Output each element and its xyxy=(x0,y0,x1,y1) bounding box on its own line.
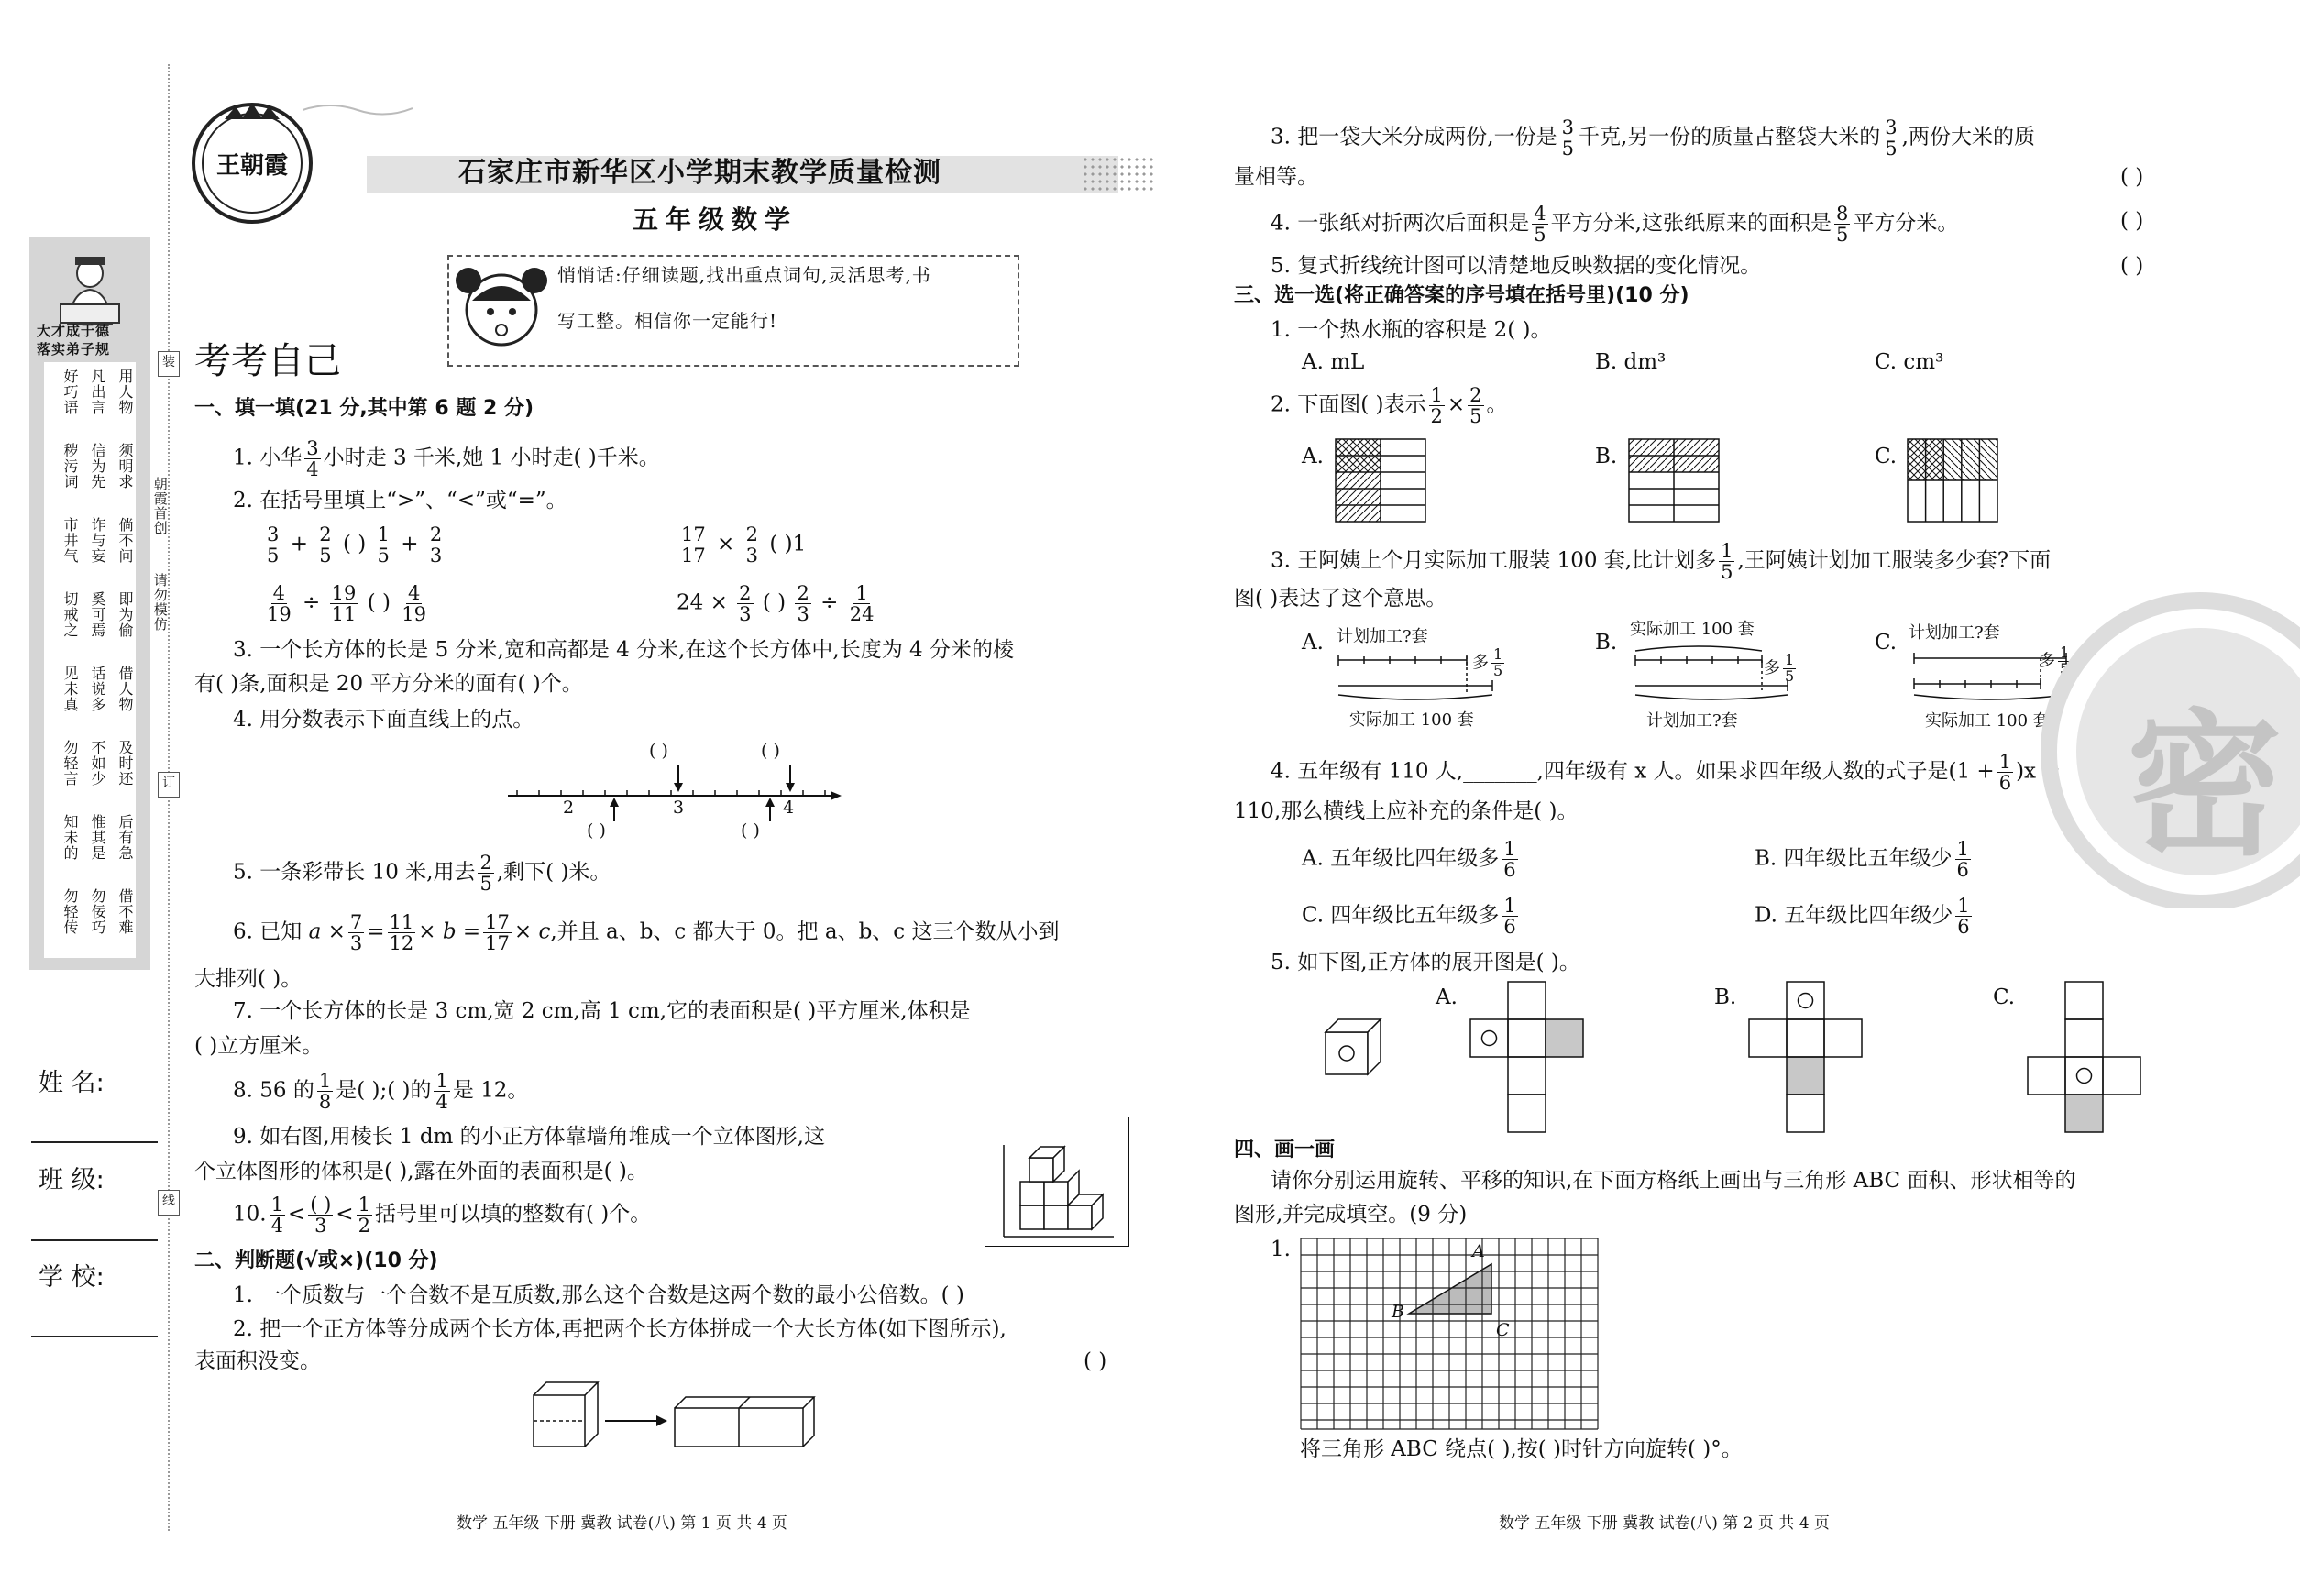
proverb: 勿轻言 xyxy=(61,740,79,787)
name-field[interactable] xyxy=(31,1141,158,1143)
q9-line-2: 个立体图形的体积是( ),露在外面的表面积是( )。 xyxy=(194,1160,648,1183)
proverb: 借人物 xyxy=(116,666,134,712)
compare-blank[interactable]: ( ) xyxy=(762,590,787,615)
proverb: 不如少 xyxy=(89,740,106,787)
section-4-heading: 四、画一画 xyxy=(1234,1139,1336,1161)
cube-with-circle xyxy=(1324,1018,1384,1084)
compare-blank[interactable]: ( ) xyxy=(342,532,367,556)
q4: 4. 用分数表示下面直线上的点。 xyxy=(233,708,534,732)
fraction: $\frac{3}{4}$ xyxy=(306,437,319,481)
diagram-b-bottom-label: 计划加工?套 xyxy=(1646,711,1738,731)
tick-label-4: 4 xyxy=(783,798,795,818)
footer-right: 数学 五年级 下册 冀教 试卷(八) 第 2 页 共 4 页 xyxy=(1499,1514,1830,1533)
q2: 2. 在括号里填上“>”、“<”或“=”。 xyxy=(233,489,567,512)
choice-3-option-b[interactable]: B. xyxy=(1595,631,1618,655)
choice-5-option-b[interactable]: B. xyxy=(1714,985,1737,1009)
tip-line-1: 悄悄话:仔细读题,找出重点词句,灵活思考,书 xyxy=(557,264,931,286)
warning-2: 请勿模仿 xyxy=(151,573,169,632)
secret-seal-watermark xyxy=(2026,587,2300,908)
diagram-c-bottom-label: 实际加工 100 套 xyxy=(1925,711,2050,731)
proverb: 奚可焉 xyxy=(89,591,106,638)
choice-4: 4. 五年级有 110 人,_______,四年级有 x 人。如果求四年级人数的式子是(1 + $\frac{1}{6}$ )x = xyxy=(1271,751,2061,795)
choice-5: 5. 如下图,正方体的展开图是( )。 xyxy=(1271,951,1580,974)
q2-row-3: $\frac{4}{19}$ ÷ $\frac{19}{11}$ ( ) $\frac{4}{19}$ xyxy=(267,582,426,626)
choice-1-option-c[interactable]: C. cm³ xyxy=(1875,350,1944,374)
proverb: 切戒之 xyxy=(61,591,79,638)
seal-char-1: 装 xyxy=(158,351,180,377)
choice-1-option-a[interactable]: A. mL xyxy=(1302,350,1365,374)
footer-left: 数学 五年级 下册 冀教 试卷(八) 第 1 页 共 4 页 xyxy=(457,1514,787,1533)
judge-4-blank[interactable]: ( ) xyxy=(2120,209,2144,233)
choice-2-option-b[interactable]: B. xyxy=(1595,445,1618,468)
diagram-a-top-label: 计划加工?套 xyxy=(1337,627,1428,646)
proverb: 即为偷 xyxy=(116,591,134,638)
diagram-a-bottom-label: 实际加工 100 套 xyxy=(1349,710,1474,730)
grid-label-b: B xyxy=(1392,1302,1404,1322)
title-bar-dots xyxy=(1082,156,1155,193)
q9-line-1: 9. 如右图,用棱长 1 dm 的小正方体靠墙角堆成一个立体图形,这 xyxy=(233,1125,825,1149)
choice-4-option-b[interactable]: B. 四年级比五年级少 $\frac{1}{6}$ xyxy=(1755,838,1969,882)
fraction-grid-a xyxy=(1335,438,1426,528)
proverb: 勿佞巧 xyxy=(89,888,106,935)
choice-4-line-2: 110,那么横线上应补充的条件是( )。 xyxy=(1234,799,1579,823)
net-c xyxy=(2024,981,2143,1142)
diagram-c-more: 多 $\frac{1}{5}$ xyxy=(2039,644,2070,677)
q2-row-2: $\frac{17}{17}$ × $\frac{2}{3}$ ( )1 xyxy=(681,523,807,567)
rotation-question: 将三角形 ABC 绕点( ),按( )时针方向旋转( )°。 xyxy=(1300,1437,1743,1461)
tick-label-2: 2 xyxy=(563,798,575,818)
section-2-heading: 二、判断题(√或×)(10 分) xyxy=(194,1249,438,1272)
fraction-grid-c xyxy=(1907,438,1998,528)
judge-3-blank[interactable]: ( ) xyxy=(2120,165,2144,189)
class-label: 班 级: xyxy=(39,1166,105,1194)
sidebar-motto-1: 大才成于德 xyxy=(37,323,111,339)
q2-row-1: $\frac{3}{5}$ + $\frac{2}{5}$ ( ) $\frac{1}{5}$ + $\frac{2}{3}$ xyxy=(267,523,443,567)
net-a xyxy=(1467,981,1586,1142)
judge-1: 1. 一个质数与一个合数不是互质数,那么这个合数是这两个数的最小公倍数。( ) xyxy=(233,1283,964,1307)
exam-title: 石家庄市新华区小学期末教学质量检测 xyxy=(458,157,941,189)
q2-row-4: 24 × $\frac{2}{3}$ ( ) $\frac{2}{3}$ ÷ $\frac{1}{24}$ xyxy=(677,582,875,626)
proverb: 借不难 xyxy=(116,888,134,935)
q3-line-1: 3. 一个长方体的长是 5 分米,宽和高都是 4 分米,在这个长方体中,长度为 4 分米的棱 xyxy=(233,638,1014,662)
grid-label-c: C xyxy=(1496,1320,1510,1340)
diagram-b-top-label: 实际加工 100 套 xyxy=(1630,620,1755,639)
proverb: 及时还 xyxy=(116,740,134,787)
choice-2-option-a[interactable]: A. xyxy=(1302,445,1324,468)
judge-5-blank[interactable]: ( ) xyxy=(2120,254,2144,278)
q8: 8. 56 的 $\frac{1}{8}$ 是( );( )的 $\frac{1}{4}$ 是 12。 xyxy=(233,1070,529,1114)
number-line xyxy=(504,733,843,843)
header-ribbon xyxy=(303,101,413,119)
proverb-grid xyxy=(50,369,134,955)
cube-split-figure xyxy=(530,1379,823,1452)
proverb: 市井气 xyxy=(61,517,79,564)
girl-icon xyxy=(454,255,550,356)
proverb: 秽污词 xyxy=(61,443,79,490)
proverb: 凡出言 xyxy=(89,369,106,415)
choice-5-option-a[interactable]: A. xyxy=(1436,985,1458,1009)
kaokao-heading: 考考自己 xyxy=(194,340,341,382)
warning-1: 朝霞首创 xyxy=(151,477,169,535)
school-label: 学 校: xyxy=(39,1263,105,1292)
watermark-char: 密 xyxy=(2127,694,2283,877)
proverb: 话说多 xyxy=(89,666,106,712)
numline-blank-bottom-1[interactable]: ( ) xyxy=(587,820,606,841)
square-grid[interactable] xyxy=(1300,1238,1602,1436)
q1 xyxy=(233,438,660,479)
proverb: 见未真 xyxy=(61,666,79,712)
diagram-c-top-label: 计划加工?套 xyxy=(1909,623,2000,643)
judge-3-line-2: 量相等。 xyxy=(1234,165,1318,189)
proverb: 后有急 xyxy=(116,814,134,861)
tip-line-2: 写工整。相信你一定能行! xyxy=(557,310,778,332)
brand-name: 王朝霞 xyxy=(215,152,288,180)
draw-question-number: 1. xyxy=(1271,1238,1291,1261)
q1-pre: 1. 小华 xyxy=(233,446,303,470)
draw-instruction-1: 请你分别运用旋转、平移的知识,在下面方格纸上画出与三角形 ABC 面积、形状相等的 xyxy=(1271,1169,2076,1193)
q5: 5. 一条彩带长 10 米,用去 $\frac{2}{5}$ ,剩下( )米。 xyxy=(233,852,611,896)
proverb: 惟其是 xyxy=(89,814,106,861)
compare-blank[interactable]: ( ) xyxy=(367,590,391,615)
diagram-b-more: 多 $\frac{1}{5}$ xyxy=(1764,651,1795,685)
choice-4-option-c[interactable]: C. 四年级比五年级多 $\frac{1}{6}$ xyxy=(1302,895,1516,939)
choice-1: 1. 一个热水瓶的容积是 2( )。 xyxy=(1271,318,1552,342)
choice-5-option-c[interactable]: C. xyxy=(1993,985,2016,1009)
q6-line-2: 大排列( )。 xyxy=(194,967,303,991)
proverb: 好巧语 xyxy=(61,369,79,415)
exam-subject: 五年级数学 xyxy=(633,204,798,235)
class-field[interactable] xyxy=(31,1239,158,1241)
school-field[interactable] xyxy=(31,1336,158,1337)
choice-2: 2. 下面图( )表示 $\frac{1}{2}$ × $\frac{2}{5}$ 。 xyxy=(1271,384,1508,428)
draw-instruction-2: 图形,并完成填空。(9 分) xyxy=(1234,1203,1468,1227)
condition-blank[interactable]: _______ xyxy=(1463,759,1537,784)
cube-stack-figure xyxy=(985,1117,1129,1247)
q10: 10. $\frac{1}{4}$ < ( ) 3 < $\frac{1}{2}$ 括号里可以填的整数有( )个。 xyxy=(233,1194,652,1238)
choice-3: 3. 王阿姨上个月实际加工服装 100 套,比计划多 $\frac{1}{5}$ ,王阿姨计划加工服装多少套?下面 xyxy=(1271,540,2052,584)
q1-post: 小时走 3 千米,她 1 小时走( )千米。 xyxy=(323,446,660,470)
proverb: 用人物 xyxy=(116,369,134,415)
proverb: 诈与妄 xyxy=(89,517,106,564)
name-label: 姓 名: xyxy=(39,1069,105,1097)
sidebar-motto-2: 落实弟子规 xyxy=(37,341,111,358)
choice-3-option-c[interactable]: C. xyxy=(1875,631,1898,655)
q3-line-2: 有( )条,面积是 20 平方分米的面有( )个。 xyxy=(194,672,583,696)
judge-2-line-1: 2. 把一个正方体等分成两个长方体,再把两个长方体拼成一个大长方体(如下图所示), xyxy=(233,1317,1007,1341)
judge-4: 4. 一张纸对折两次后面积是 $\frac{4}{5}$ 平方分米,这张纸原来的面积是 $\frac{8}{5}$ 平方分米。 xyxy=(1271,203,1959,247)
seal-char-2: 订 xyxy=(158,772,180,798)
fraction-grid-b xyxy=(1628,438,1720,528)
proverb: 倘不问 xyxy=(116,517,134,564)
scholar-illustration xyxy=(48,246,132,326)
grid-label-a: A xyxy=(1472,1241,1485,1261)
proverb: 勿轻传 xyxy=(61,888,79,935)
choice-1-option-b[interactable]: B. dm³ xyxy=(1595,350,1667,374)
judge-5: 5. 复式折线统计图可以清楚地反映数据的变化情况。 xyxy=(1271,254,1762,278)
numline-blank-bottom-2[interactable]: ( ) xyxy=(741,820,760,841)
diagram-a-more: 多 $\frac{1}{5}$ xyxy=(1472,645,1503,679)
proverb: 知未的 xyxy=(61,814,79,861)
judge-2-line-2: 表面积没变。 xyxy=(194,1349,321,1373)
brand-logo xyxy=(188,99,316,227)
section-1-heading: 一、填一填(21 分,其中第 6 题 2 分) xyxy=(194,397,534,420)
proverb: 须明求 xyxy=(116,443,134,490)
tick-label-3: 3 xyxy=(673,798,685,818)
q6: 6. 已知 a × $\frac{7}{3}$ = $\frac{11}{12}$ × b = $\frac{17}{17}$ × c,并且 a、b、c 都大于 0。把 a、b、c 这三个数从小到 xyxy=(233,911,1060,955)
proverb: 信为先 xyxy=(89,443,106,490)
seal-char-3: 线 xyxy=(158,1190,180,1216)
choice-4-option-a[interactable]: A. 五年级比四年级多 $\frac{1}{6}$ xyxy=(1302,838,1516,882)
choice-3-option-a[interactable]: A. xyxy=(1302,631,1324,655)
numline-blank-top-1[interactable]: ( ) xyxy=(649,741,668,761)
numline-blank-top-2[interactable]: ( ) xyxy=(761,741,780,761)
compare-blank[interactable]: ( )1 xyxy=(769,532,807,556)
judge-2-blank[interactable]: ( ) xyxy=(1084,1349,1107,1373)
q7-line-2: ( )立方厘米。 xyxy=(194,1034,324,1058)
choice-3-line-2: 图( )表达了这个意思。 xyxy=(1234,587,1447,611)
choice-2-option-c[interactable]: C. xyxy=(1875,445,1898,468)
binding-dotted-line xyxy=(168,64,170,1531)
choice-4-option-d[interactable]: D. 五年级比四年级少 $\frac{1}{6}$ xyxy=(1755,895,1970,939)
section-3-heading: 三、选一选(将正确答案的序号填在括号里)(10 分) xyxy=(1234,284,1689,307)
judge-3: 3. 把一袋大米分成两份,一份是 $\frac{3}{5}$ 千克,另一份的质量占整袋大米的 $\frac{3}{5}$ ,两份大米的质 xyxy=(1271,116,2035,160)
q7-line-1: 7. 一个长方体的长是 3 cm,宽 2 cm,高 1 cm,它的表面积是( )平方厘米,体积是 xyxy=(233,999,971,1023)
net-b xyxy=(1745,981,1865,1142)
